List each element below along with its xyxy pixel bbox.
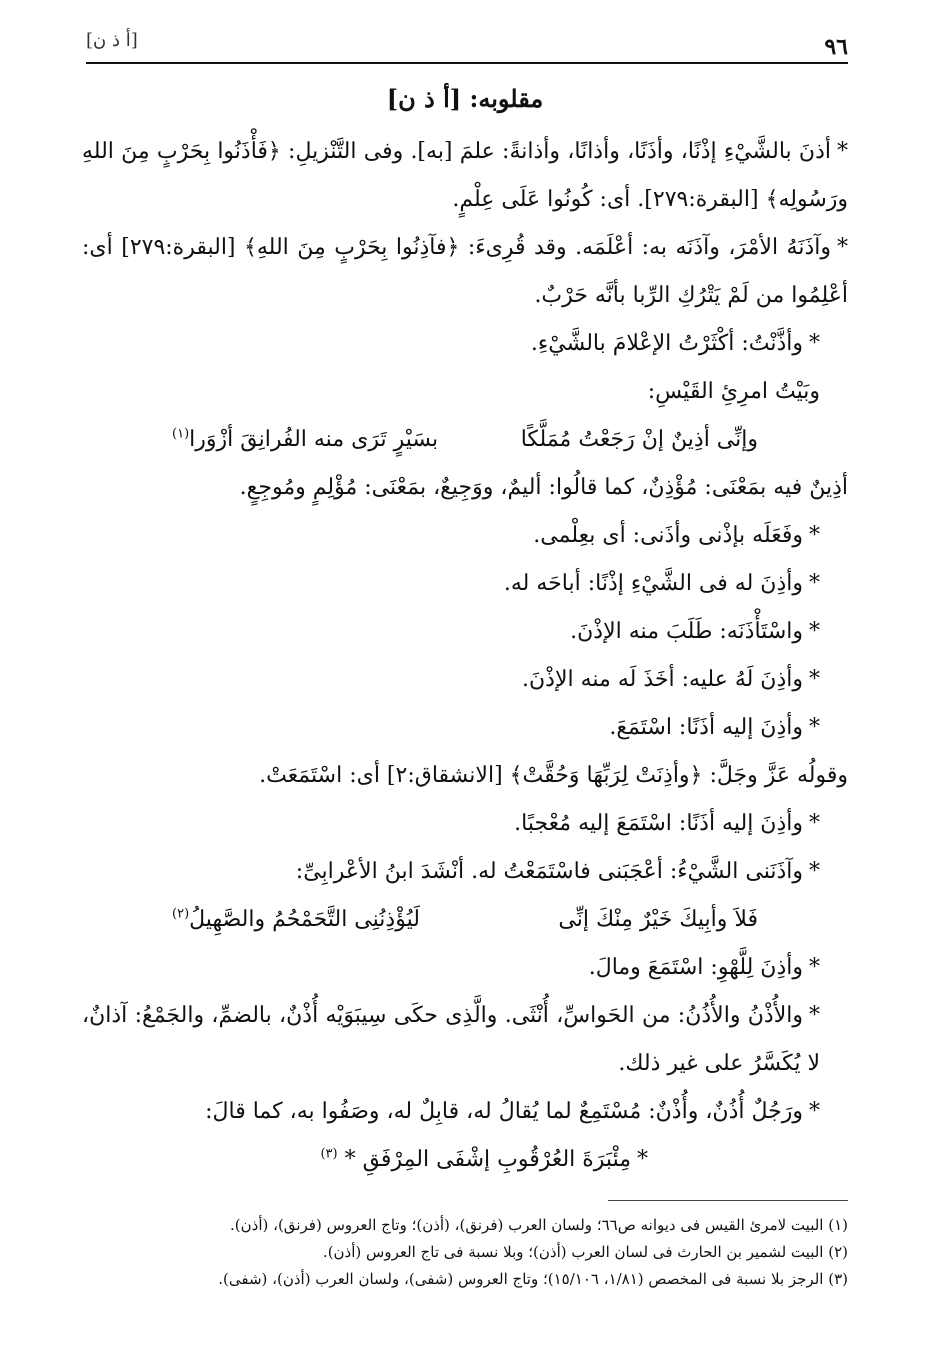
footnote-ref: (٢)	[172, 906, 190, 922]
footnote-ref: (٣)	[320, 1146, 338, 1162]
entry-marker: *	[344, 1147, 356, 1172]
entry-marker: *	[837, 235, 848, 260]
entry-marker: *	[809, 1099, 820, 1124]
entry-paragraph: *وأذَّنْتُ: أكْثَرْتُ الإعْلامَ بالشَّيْءِ.	[530, 331, 820, 356]
verse-first-hemistich: وإنِّى أذِينٌ إنْ رَجَعْتُ مُمَلَّكًا	[520, 427, 758, 452]
rajaz-line: *مِئْبَرَةَ العُرْقُوبِ إشْفَى المِرْفَقِ * $^{(٣)}$	[320, 1146, 648, 1172]
entry-marker: *	[809, 715, 820, 740]
entry-marker: *	[809, 859, 820, 884]
entry-marker: *	[809, 331, 820, 356]
entry-marker: *	[809, 667, 820, 692]
entry-paragraph: *ورَجُلٌ أُذُنٌ، وأُذْنٌ: مُسْتَمِعٌ لما يُقالُ له، قابِلٌ له، وصَفُوا به، كما قالَ:	[205, 1099, 820, 1124]
entry-body	[82, 128, 848, 1184]
entry-paragraph: *والأُذْنُ والأُذُنُ: من الحَواسِّ، أُنْثَى. والَّذِى حكَى سِيبَوَيْه أُذْنٌ، بالضمِّ، والجَمْعُ: آذانٌ، لا يُكَسَّرُ على غير ذلك.	[82, 1003, 820, 1076]
entry-paragraph: *وأذِنَ إليه أذَنًا: اسْتَمَعَ.	[609, 715, 820, 740]
verse-first-hemistich: فَلاَ وأبِيكَ خَيْرٌ مِنْكَ إنِّى	[558, 907, 758, 932]
section-title: مقلوبه: [أ ذ ن]	[386, 84, 544, 113]
entry-paragraph: أذِينٌ فيه بمَعْنَى: مُؤْذِنٌ، كما قالُوا: أليمٌ، ووَجِيعٌ، بمَعْنَى: مُؤْلِمٍ ومُوجِعٍ.	[239, 475, 848, 500]
verse-second-hemistich: لَيُؤْذِنُنِى التَّحَمْحُمُ والصَّهِيلُ$^{(٢)}$	[172, 906, 420, 932]
footnote-3: (٣) الرجز بلا نسبة فى المخصص (١/٨١، ١٥/١٠٦)؛ وتاج العروس (شفى)، ولسان العرب (أذن)، (شفى).	[218, 1270, 848, 1288]
entry-paragraph: *وأذِنَ لَهُ عليه: أخَذَ لَه منه الإذْنَ.	[522, 667, 820, 692]
poem-verse	[82, 896, 848, 944]
entry-paragraph: *وأذِنَ إليه أذَنًا: اسْتَمَعَ إليه مُعْجبًا.	[514, 811, 820, 836]
entry-paragraph: *وآذَنَهُ الأمْرَ، وآذَنَه به: أعْلَمَه. وقد قُرِىءَ: ﴿فآذِنُوا بِحَرْبٍ مِنَ اللهِ﴾ [البقرة:٢٧٩] أى: أعْلِمُوا من لَمْ يَتْرُكِ الرِّبا بأنَّه حَرْبٌ.	[82, 235, 848, 308]
entry-marker: *	[809, 523, 820, 548]
entry-marker: *	[809, 955, 820, 980]
entry-paragraph: *وآذَنَنى الشَّيْءُ: أعْجَبَنى فاسْتَمَعْتُ له. أنْشَدَ ابنُ الأعْرابِىِّ:	[295, 859, 820, 884]
verse-second-hemistich: بسَيْرٍ تَرَى منه الفُرانِقَ أزْوَرا$^{(١)}$	[172, 426, 439, 452]
footnote-1: (١) البيت لامرئ القيس فى ديوانه ص٦٦؛ ولسان العرب (فرنق)، (أذن)؛ وتاج العروس (فرنق)، (أذن).	[230, 1216, 848, 1234]
entry-paragraph: *وفَعَلَه بإذْنى وأذَنى: أى بعِلْمى.	[533, 523, 820, 548]
entry-marker: *	[809, 571, 820, 596]
poem-intro: وبَيْتُ امرِئِ القَيْسِ:	[647, 379, 820, 404]
footnote-ref: (١)	[172, 426, 190, 442]
poem-verse	[82, 416, 848, 464]
entry-paragraph: *أذنَ بالشَّيْءِ إذْنًا، وأذَنًا، وأذانًا، وأذانةً: علمَ [به]. وفى التَّنْزيلِ: ﴿فَأْذَنُوا بِحَرْبٍ مِنَ اللهِ ورَسُولِه﴾ [البقرة:٢٧٩]. أى: كُونُوا عَلَى عِلْمٍ.	[82, 139, 848, 212]
entry-paragraph: *وأذِنَ لِلَّهْوِ: اسْتَمَعَ ومالَ.	[588, 955, 820, 980]
footnote-2: (٢) البيت لشمير بن الحارث فى لسان العرب (أذن)؛ وبلا نسبة فى تاج العروس (أذن).	[322, 1243, 848, 1261]
quran-citation: وقولُه عَزَّ وجَلَّ: ﴿وأذِنَتْ لِرَبِّهَا وَحُقَّتْ﴾ [الانشقاق:٢] أى: اسْتَمَعَتْ.	[259, 763, 848, 788]
entry-marker: *	[637, 1147, 648, 1172]
entry-paragraph: *واسْتَأْذَنَه: طَلَبَ منه الإذْنَ.	[570, 619, 820, 644]
footnote-rule	[608, 1200, 848, 1201]
entry-marker: *	[809, 1003, 820, 1028]
entry-paragraph: *وأذِنَ له فى الشَّيْءِ إذْنًا: أباحَه له.	[503, 571, 820, 596]
entry-marker: *	[809, 619, 820, 644]
entry-marker: *	[837, 139, 848, 164]
footnotes	[82, 1212, 848, 1293]
entry-marker: *	[809, 811, 820, 836]
running-head: [أ ذ ن]	[86, 30, 138, 51]
page-number: ٩٦	[824, 34, 848, 60]
header-rule	[86, 62, 848, 64]
